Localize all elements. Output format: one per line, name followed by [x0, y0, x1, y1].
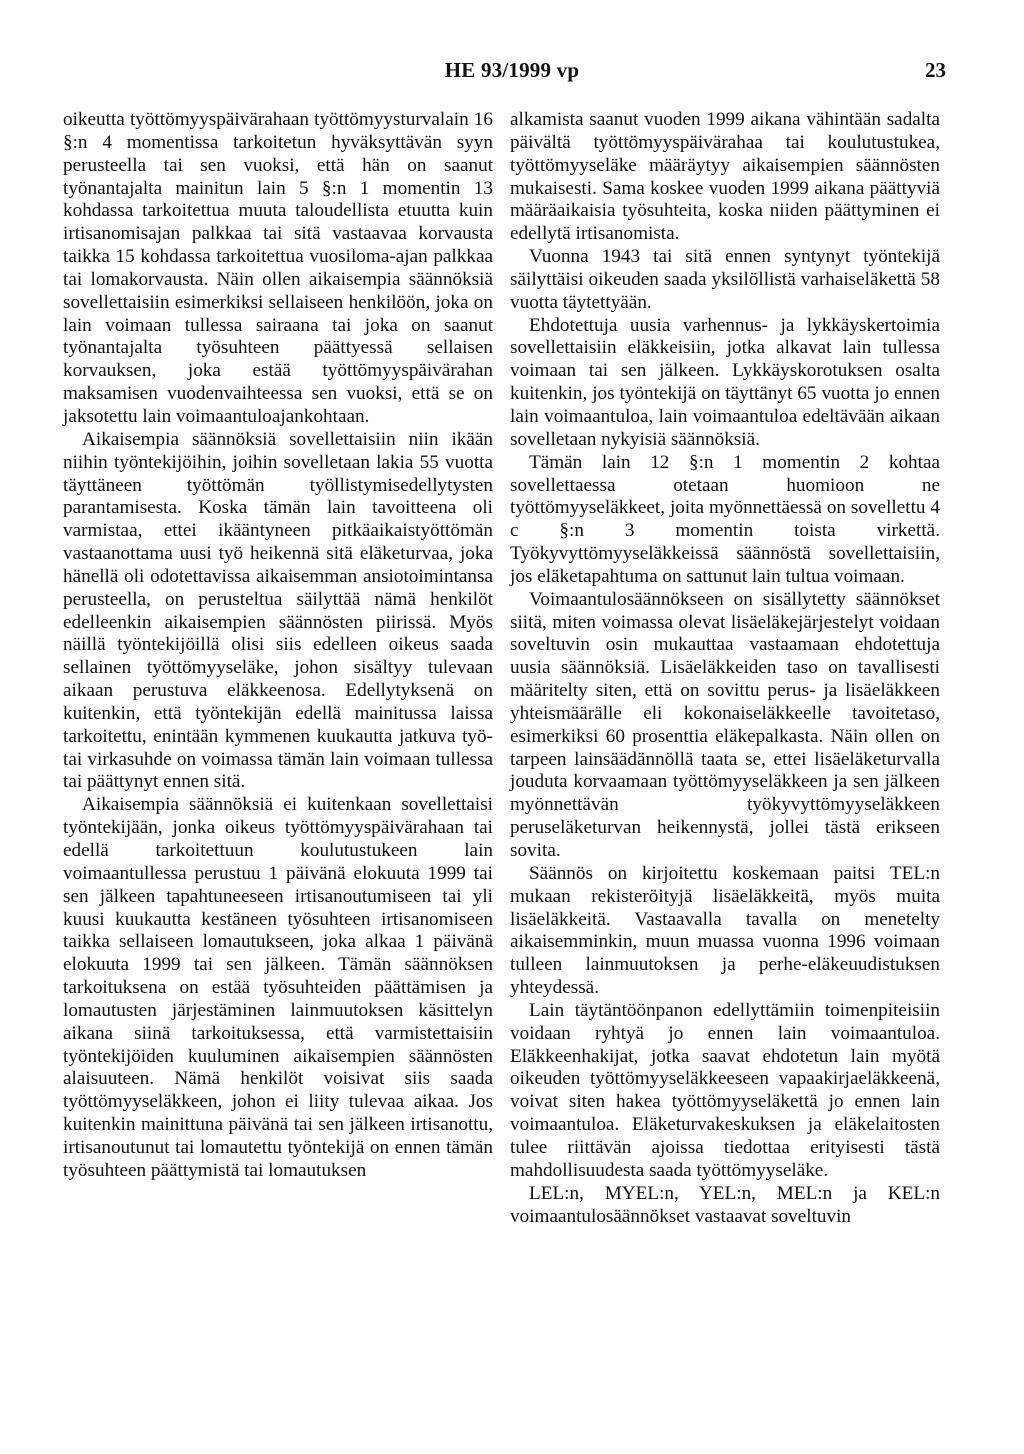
- paragraph: Voimaantulosäännökseen on sisällytetty säännökset siitä, miten voimassa olevat lisäeläkejärjestelyt voidaan soveltuvin osin mukauttaa vastaamaan ehdotettuja uusia säännöksiä. Lisäeläkkeiden taso on tavallisesti määritelty siten, että on sovittu perus- ja lisäeläkkeen yhteismäärälle eli kokonaiseläkkeelle tavoitetaso, esimerkiksi 60 prosenttia eläkepalkasta. Näin ollen on tarpeen lainsäädännöllä taata se, ettei lisäeläketurvalla jouduta korvaamaan työttömyyseläkkeen ja sen jälkeen myönnettävän työkyvyttömyyseläkkeen peruseläketurvan heikennystä, jollei tästä erikseen sovita.: [510, 588, 940, 861]
- page-number: 23: [925, 58, 946, 82]
- page-header-title: HE 93/1999 vp: [444, 58, 580, 82]
- paragraph: oikeutta työttömyyspäivärahaan työttömyysturvalain 16 §:n 4 momentissa tarkoitetun hyväksyttävän syyn perusteella tai sen vuoksi, että hän on saanut työnantajalta mainitun lain 5 §:n 1 momentin 13 kohdassa tarkoitettua muuta taloudellista etuutta kuin irtisanomisajan palkkaa tai sitä vastaavaa korvausta taikka 15 kohdassa tarkoitettua vuosiloma-ajan palkkaa tai lomakorvausta. Näin ollen aikaisempia säännöksiä sovellettaisiin esimerkiksi sellaiseen henkilöön, joka on lain voimaan tullessa sairaana tai joka on saanut työnantajalta työsuhteen päättyessä sellaisen korvauksen, joka estää työttömyyspäivärahan maksamisen vuodenvaihteessa sen vuoksi, että se on jaksotettu lain voimaantuloajankohtaan.: [63, 109, 493, 427]
- paragraph: Lain täytäntöönpanon edellyttämiin toimenpiteisiin voidaan ryhtyä jo ennen lain voimaantuloa. Eläkkeenhakijat, jotka saavat ehdotetun lain myötä oikeuden työttömyyseläkkeeseen vapaakirjaeläkkeenä, voivat siten hakea työttömyyseläkettä jo ennen lain voimaantuloa. Eläketurvakeskuksen ja eläkelaitosten tulee riittävän ajoissa tiedottaa erityisesti tästä mahdollisuudesta saada työttömyyseläke.: [510, 999, 940, 1181]
- paragraph: alkamista saanut vuoden 1999 aikana vähintään sadalta päivältä työttömyyspäivärahaa tai koulutustukea, työttömyyseläke määräytyy aikaisempien säännösten mukaisesti. Sama koskee vuoden 1999 aikana päättyviä määräaikaisia työsuhteita, koska niiden päättyminen ei edellytä irtisanomista.: [510, 109, 940, 245]
- paragraph: Ehdotettuja uusia varhennus- ja lykkäyskertoimia sovellettaisiin eläkkeisiin, jotka alkavat lain tullessa voimaan tai sen jälkeen. Lykkäyskorotuksen osalta kuitenkin, jos työntekijä on täyttänyt 65 vuotta jo ennen lain voimaantuloa, lain voimaantuloa edeltävään aikaan sovelletaan nykyisiä säännöksiä.: [510, 314, 940, 450]
- paragraph: Tämän lain 12 §:n 1 momentin 2 kohtaa sovellettaessa otetaan huomioon ne työttömyyseläkkeet, joita myönnettäessä on sovellettu 4 c §:n 3 momentin toista virkettä. Työkyvyttömyyseläkkeissä säännöstä sovellettaisiin, jos eläketapahtuma on sattunut lain tultua voimaan.: [510, 451, 940, 587]
- paragraph: Vuonna 1943 tai sitä ennen syntynyt työntekijä säilyttäisi oikeuden saada yksilöllistä varhaiseläkettä 58 vuotta täytettyään.: [510, 246, 940, 313]
- paragraph: LEL:n, MYEL:n, YEL:n, MEL:n ja KEL:n voimaantulosäännökset vastaavat soveltuvin: [510, 1182, 940, 1227]
- paragraph: Säännös on kirjoitettu koskemaan paitsi TEL:n mukaan rekisteröityjä lisäeläkkeitä, myös muita lisäeläkkeitä. Vastaavalla tavalla on menetelty aikaisemminkin, muun muassa vuonna 1996 voimaan tulleen lainmuutoksen ja perhe-eläkeuudistuksen yhteydessä.: [510, 862, 940, 999]
- paragraph: Aikaisempia säännöksiä sovellettaisiin niin ikään niihin työntekijöihin, joihin sovelletaan lakia 55 vuotta täyttäneen työttömän työllistymisedellytysten parantamisesta. Koska tämän lain tavoitteena oli varmistaa, ettei ikääntyneen pitkäaikaistyöttömän vastaanottama uusi työ heikennä sitä eläketurvaa, joka hänellä oli odotettavissa aikaisemman ansiotoimintansa perusteella, on perusteltua säilyttää nämä henkilöt edelleenkin aikaisempien säännösten piirissä. Myös näillä työntekijöillä olisi siis edelleen oikeus saada sellainen työttömyyseläke, johon sisältyy tulevaan aikaan perustuva eläkkeenosa. Edellytyksenä on kuitenkin, että työntekijän edellä mainitussa laissa tarkoitettu, enintään kymmenen kuukautta jatkuva työ- tai virkasuhde on voimassa tämän lain voimaan tullessa tai päättynyt ennen sitä.: [63, 428, 493, 793]
- left-text-column: [63, 109, 493, 1183]
- paragraph: Aikaisempia säännöksiä ei kuitenkaan sovellettaisi työntekijään, jonka oikeus työttömyyspäivärahaan tai edellä tarkoitettuun koulutustukeen lain voimaantullessa perustuu 1 päivänä elokuuta 1999 tai sen jälkeen tapahtuneeseen irtisanoutumiseen tai yli kuusi kuukautta kestäneen työsuhteen irtisanomiseen taikka sellaiseen lomautukseen, joka alkaa 1 päivänä elokuuta 1999 tai sen jälkeen. Tämän säännöksen tarkoituksena on estää työsuhteiden päättämisen ja lomautusten järjestäminen lainmuutoksen käsittelyn aikana siinä tarkoituksessa, että varmistettaisiin työntekijöiden kuuluminen aikaisempien säännösten alaisuuteen. Nämä henkilöt voisivat siis saada työttömyyseläkkeen, johon ei liity tulevaa aikaa. Jos kuitenkin mainittuna päivänä tai sen jälkeen irtisanottu, irtisanoutunut tai lomautettu työntekijä on ennen tämän työsuhteen päättymistä tai lomautuksen: [63, 794, 493, 1181]
- right-text-column: [510, 109, 940, 1228]
